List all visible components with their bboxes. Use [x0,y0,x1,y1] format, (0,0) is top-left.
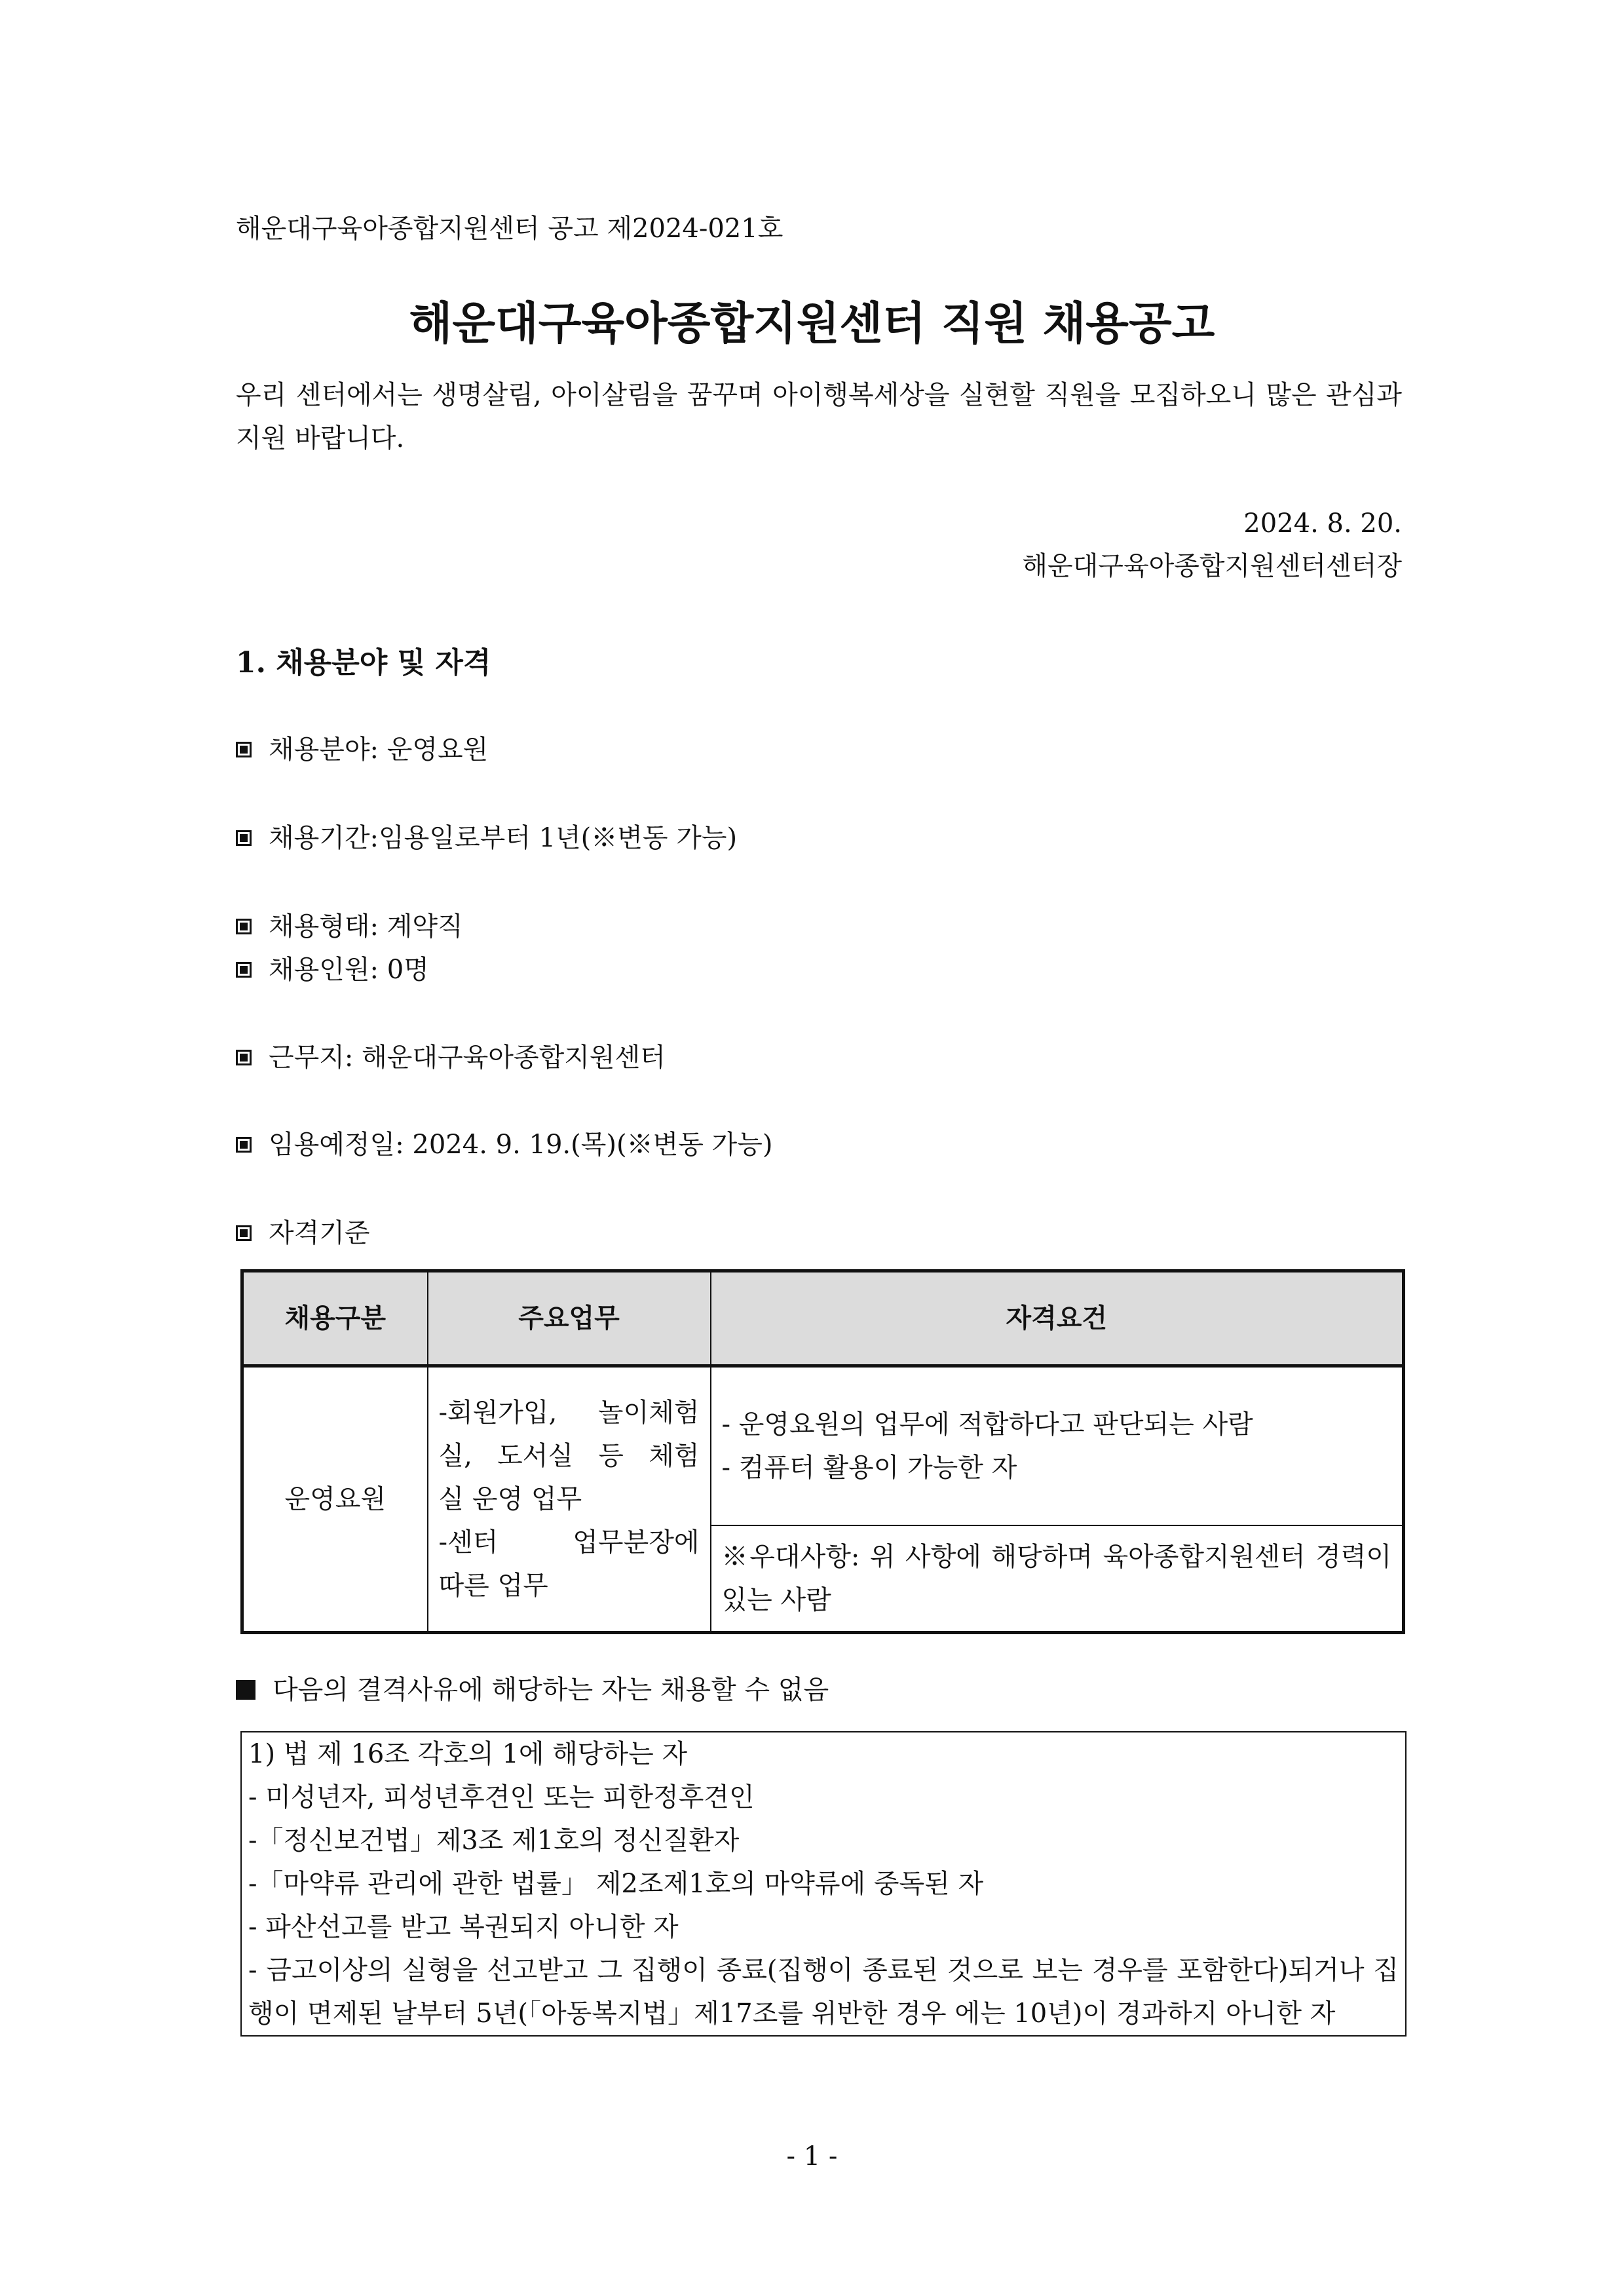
list-item [236,954,429,985]
list-item-text: 근무지: 해운대구육아종합지원센터 [269,1043,666,1073]
square-bullet-icon [236,830,252,846]
list-item [236,1129,772,1160]
disqualification-line: - 미성년자, 피성년후견인 또는 피한정후견인 [248,1782,755,1812]
page-title: 해운대구육아종합지원센터 직원 채용공고 [409,298,1215,350]
list-item [236,734,488,765]
list-item-text: 자격기준 [269,1218,370,1248]
square-bullet-icon [236,919,252,934]
filled-square-bullet-icon [236,1680,255,1700]
disqualification-line: -「마약류 관리에 관한 법률」 제2조제1호의 마약류에 중독된 자 [248,1869,984,1899]
list-item-text: 채용형태: 계약직 [269,911,463,942]
disqualification-heading-text: 다음의 결격사유에 해당하는 자는 채용할 수 없음 [273,1675,829,1705]
duty-line: -센터 업무분장에 [438,1527,700,1558]
notice-date: 2024. 8. 20. [1243,508,1402,539]
duties-cell [428,1366,711,1633]
column-header: 주요업무 [428,1271,711,1366]
square-bullet-icon [236,1050,252,1065]
disqualification-line: - 파산선고를 받고 복권되지 아니한 자 [248,1912,679,1942]
list-item [236,1042,666,1073]
disqualification-box [240,1731,1407,2037]
disqualification-line: - 금고이상의 실형을 선고받고 그 집행이 종료(집행이 종료된 것으로 보는 경우를 포함한다)되거나 집행이 면제된 날부터 5년(「아동복지법」제17조를 위반한 경우 에는 10년)이 경과하지 아니한 자 [248,1955,1399,2029]
requirement-line: - 컴퓨터 활용이 가능한 자 [721,1453,1017,1483]
notice-number: 해운대구육아종합지원센터 공고 제2024-021호 [236,214,784,244]
disqualification-line: 1) 법 제 16조 각호의 1에 해당하는 자 [248,1739,688,1769]
section-heading: 1. 채용분야 및 자격 [236,646,491,679]
column-header: 채용구분 [242,1271,428,1366]
notice-issuer: 해운대구육아종합지원센터센터장 [1022,551,1402,581]
list-item-text: 채용기간:임용일로부터 1년(※변동 가능) [269,823,738,853]
list-item-text: 채용인원: 0명 [269,955,429,985]
list-item [236,1217,370,1249]
table-row [242,1366,1404,1526]
qualification-table [240,1269,1405,1634]
requirements-cell [711,1366,1404,1526]
duty-line: -회원가입, 놀이체험 [438,1398,700,1428]
position-cell: 운영요원 [242,1366,428,1633]
intro-paragraph: 우리 센터에서는 생명살림, 아이살림을 꿈꾸며 아이행복세상을 실현할 직원을 모집하오니 많은 관심과 지원 바랍니다. [236,380,1402,453]
duty-line: 따른 업무 [438,1571,548,1601]
square-bullet-icon [236,1225,252,1241]
column-header: 자격요건 [711,1271,1404,1366]
duty-line: 실 운영 업무 [438,1484,582,1514]
disqualification-heading [236,1674,829,1706]
square-bullet-icon [236,962,252,978]
list-item-text: 임용예정일: 2024. 9. 19.(목)(※변동 가능) [269,1130,773,1160]
list-item [236,822,737,854]
preference-cell: ※우대사항: 위 사항에 해당하며 육아종합지원센터 경력이 있는 사람 [711,1525,1404,1633]
duty-line: 실, 도서실 등 체험 [438,1441,700,1471]
square-bullet-icon [236,742,252,757]
square-bullet-icon [236,1137,252,1153]
disqualification-line: -「정신보건법」제3조 제1호의 정신질환자 [248,1826,740,1856]
page-number: - 1 - [786,2141,838,2172]
table-header-row [242,1271,1404,1366]
requirement-line: - 운영요원의 업무에 적합하다고 판단되는 사람 [721,1409,1253,1440]
list-item [236,911,463,942]
list-item-text: 채용분야: 운영요원 [269,735,489,765]
